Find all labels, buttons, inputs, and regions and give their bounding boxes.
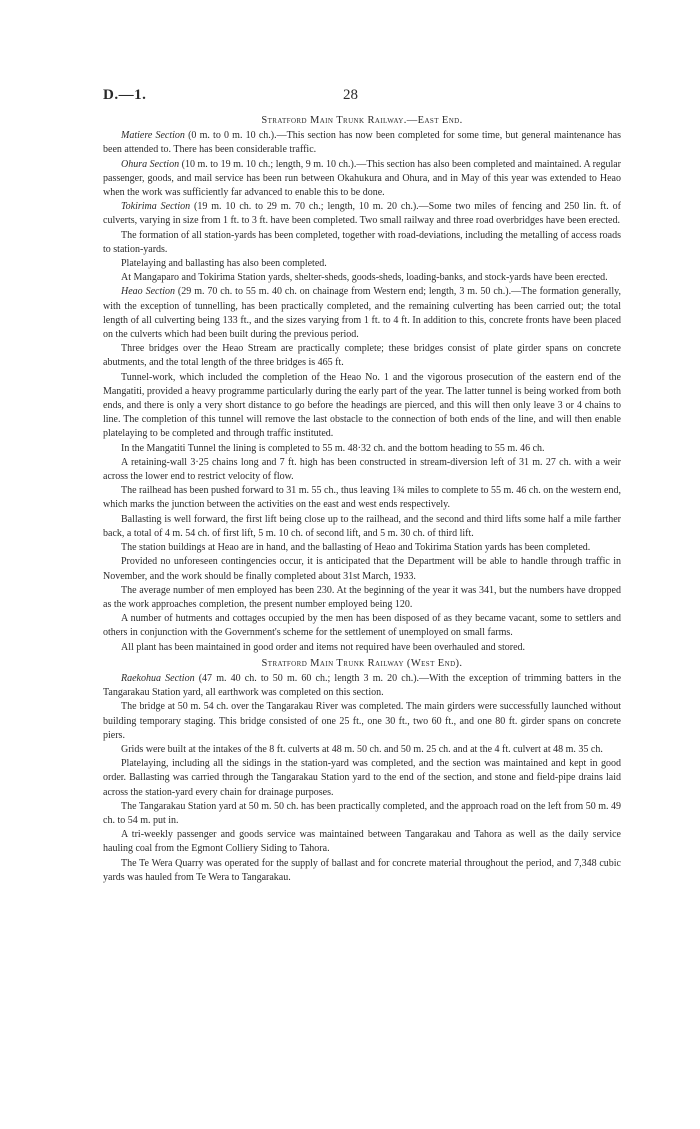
paragraph-text: The Tangarakau Station yard at 50 m. 50 ch. has been practically completed, and the approach road on the left from 50 m. 49 ch. to 54 m. put in. (103, 800, 621, 826)
paragraph-text: The formation of all station-yards has been completed, together with road-deviations, including the metalling of access roads to station-yards. (103, 229, 621, 255)
paragraph-text: In the Mangatiti Tunnel the lining is completed to 55 m. 48·32 ch. and the bottom heading to 55 m. 46 ch. (121, 442, 545, 454)
paragraph-text: Platelaying and ballasting has also been completed. (121, 258, 327, 270)
paragraph (103, 672, 621, 700)
paragraph (103, 229, 621, 257)
paragraph (103, 828, 621, 856)
paragraph-text: The station buildings at Heao are in hand, and the ballasting of Heao and Tokirima Station yards has been completed. (121, 542, 591, 554)
paragraph-text: A retaining-wall 3·25 chains long and 7 ft. high has been constructed in stream-diversion left of 31 m. 27 ch. with a weir across the lower end to restrict velocity of flow. (103, 456, 621, 483)
paragraph (103, 257, 621, 271)
paragraph-text: At Mangaparo and Tokirima Station yards, shelter-sheds, goods-sheds, loading-banks, and stock-yards have been erected. (121, 272, 608, 284)
paragraph (103, 612, 621, 640)
paragraph (103, 513, 621, 541)
paragraph-text: Ballasting is well forward, the first lift being close up to the railhead, and the second and third lifts some half a mile farther back, a total of 4 m. 54 ch. of first lift, 5 m. 10 ch. of second lift, and 5 m. 30 ch. of third lift. (103, 513, 621, 539)
paragraph-text: The bridge at 50 m. 54 ch. over the Tangarakau River was completed. The main girders were successfully launched without building temporary staging. This bridge consisted of one 25 ft., one 30 ft., two 60 ft., and one 80 ft. girder spans on concrete piers. (103, 701, 621, 741)
paragraph (103, 857, 621, 885)
paragraph-text: Grids were built at the intakes of the 8 ft. culverts at 48 m. 50 ch. and 50 m. 25 ch. and at the 4 ft. culvert at 48 m. 35 ch. (121, 743, 603, 755)
section-name: Raekohua Section (121, 672, 195, 684)
paragraph (103, 158, 621, 201)
paragraph-text: (47 m. 40 ch. to 50 m. 60 ch.; length 3 m. 20 ch.).—With the exception of trimming batters in the Tangarakau Station yard, all earthwork was completed on this section. (103, 672, 622, 699)
section-name: Ohura Section (121, 158, 180, 170)
paragraph-text: Provided no unforeseen contingencies occur, it is anticipated that the Department will be able to handle through traffic in November, and the work should be finally completed about 31st March, 1933. (103, 556, 621, 582)
document-reference: D.—1. (103, 87, 147, 103)
paragraph (103, 200, 621, 228)
section-name: Matiere Section (121, 130, 185, 142)
paragraph (103, 442, 621, 456)
paragraph-text: Tunnel-work, which included the completion of the Heao No. 1 and the vigorous prosecution of the eastern end of the Mangatiti, provided a heavy programme particularly during the early part of the year. The latter tunnel is being worked from both ends, and there is only a very short distance to go before the headings are pierced, and this will then only leave 3 or 4 chains to line. The completion of this tunnel will remove the last obstacle to the connection of both ends of the line, and will then enable platelaying to be completed and through traffic instituted. (103, 371, 621, 440)
paragraph (103, 757, 621, 800)
section-heading: Stratford Main Trunk Railway (West End). (261, 657, 463, 669)
section-heading: Stratford Main Trunk Railway.—East End. (261, 115, 463, 126)
paragraph (103, 700, 621, 743)
paragraph (103, 641, 621, 655)
paragraph (103, 541, 621, 555)
page-number: 28 (343, 87, 358, 103)
paragraph (103, 456, 621, 484)
paragraph-text: The average number of men employed has been 230. At the beginning of the year it was 341, but the numbers have dropped as the work approaches completion, the present number employed being 120. (103, 584, 621, 610)
paragraph-text: The railhead has been pushed forward to 31 m. 55 ch., thus leaving 1¾ miles to complete to 55 m. 46 ch. on the western end, which marks the junction between the activities on the east and west ends respectively. (103, 485, 621, 511)
paragraph (103, 555, 621, 583)
paragraph (103, 584, 621, 612)
paragraph (103, 342, 621, 370)
section-name: Heao Section (121, 286, 176, 298)
paragraph-text: Platelaying, including all the sidings in the station-yard was completed, and the section was maintained and kept in good order. Ballasting was carried through the Tangarakau Station yard to the end of the section, and stone and field-pipe drains laid across the station-yard every chain for drainage purposes. (103, 758, 621, 798)
paragraph (103, 484, 621, 512)
paragraph-text: A number of hutments and cottages occupied by the men has been disposed of as they became vacant, some to settlers and others in conjunction with the Government's scheme for the settlement of unemployed on small farms. (103, 613, 621, 639)
paragraph-text: The Te Wera Quarry was operated for the supply of ballast and for concrete material throughout the period, and 7,348 cubic yards was hauled from Te Wera to Tangarakau. (103, 857, 621, 883)
paragraph-text: (10 m. to 19 m. 10 ch.; length, 9 m. 10 ch.).—This section has also been completed and maintained. A regular passenger, goods, and mail service has been run between Okahukura and Ohura, and in May of this year was extended to Heao when the work was sufficiently far advanced to enable this to be done. (103, 158, 621, 199)
paragraph-text: (29 m. 70 ch. to 55 m. 40 ch. on chainage from Western end; length, 3 m. 50 ch.).—The formation generally, with the exception of tunnelling, has been practically completed, and the remaining culverting has been carried out; the total length of all culverting being 133 ft., and the sizes varying from 1 ft. to 4 ft. In addition to this, concrete fronts have been placed on the culverts which had been built during the previous period. (103, 286, 621, 341)
paragraph (103, 271, 621, 285)
section-name: Tokirima Section (121, 201, 191, 213)
paragraph-text: (0 m. to 0 m. 10 ch.).—This section has now been completed for some time, but general maintenance has been attended to. There has been considerable traffic. (103, 130, 622, 156)
paragraph-text: (19 m. 10 ch. to 29 m. 70 ch.; length, 10 m. 20 ch.).—Some two miles of fencing and 250 lin. ft. of culverts, varying in size from 1 ft. to 3 ft. have been completed. Two small railway and three road overbridges have been erected. (103, 201, 621, 227)
paragraph (103, 129, 621, 157)
body-text (103, 112, 621, 885)
paragraph-text: All plant has been maintained in good order and items not required have been overhauled and stored. (121, 641, 526, 653)
paragraph (103, 800, 621, 828)
paragraph (103, 371, 621, 442)
paragraph (103, 285, 621, 342)
paragraph-text: Three bridges over the Heao Stream are practically complete; these bridges consist of plate girder spans on concrete abutments, and the total length of the three bridges is 465 ft. (103, 343, 621, 369)
paragraph (103, 743, 621, 757)
paragraph-text: A tri-weekly passenger and goods service was maintained between Tangarakau and Tahora as well as the daily service hauling coal from the Egmont Colliery Siding to Tahora. (103, 829, 621, 855)
